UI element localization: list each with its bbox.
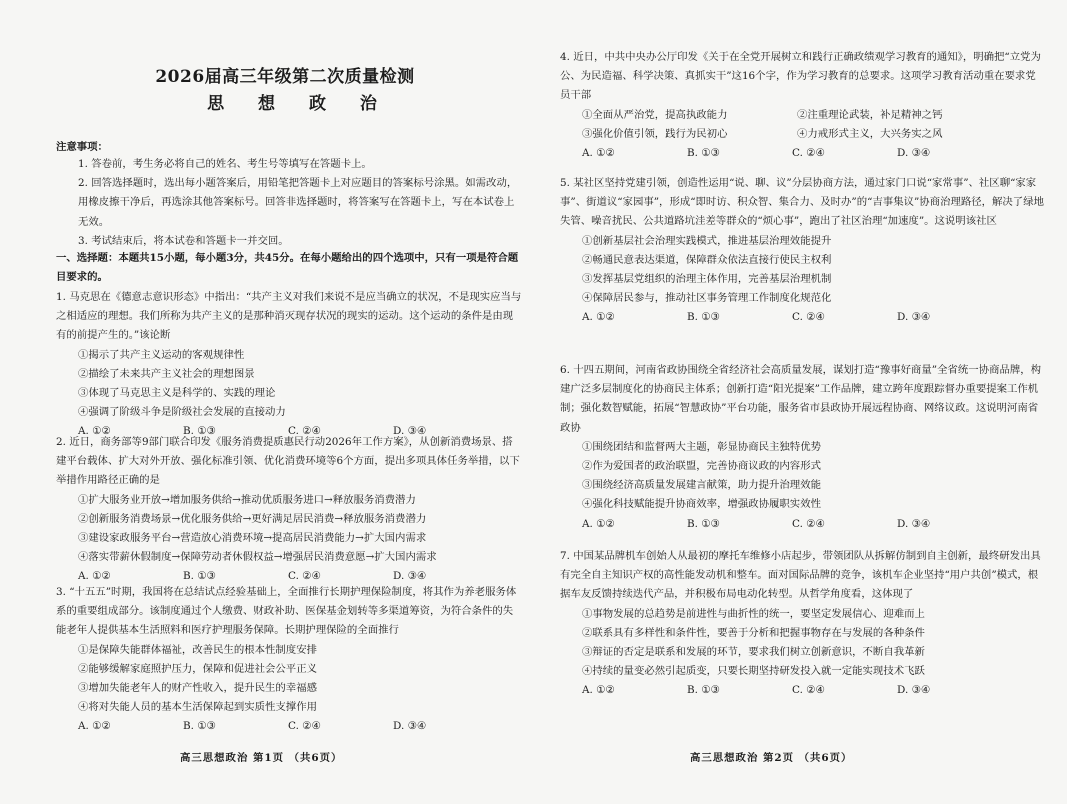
- choice-c: C. ②④: [288, 425, 321, 438]
- choice-b: B. ①③: [687, 147, 720, 160]
- statement: ③体现了马克思主义是科学的、实践的理论: [78, 387, 276, 400]
- choice-d: D. ③④: [897, 311, 931, 324]
- statement: ③增加失能老年人的财产性收入，提升民生的幸福感: [78, 682, 317, 695]
- notes-heading: 注意事项：: [56, 141, 108, 153]
- choice-b: B. ①③: [687, 517, 720, 530]
- statement: ④力戒形式主义，大兴务实之风: [797, 127, 943, 140]
- statement: ③强化价值引领，践行为民初心: [582, 127, 728, 140]
- choice-b: B. ①③: [183, 570, 216, 583]
- choice-c: C. ②④: [288, 570, 321, 583]
- choice-a: A. ①②: [582, 147, 615, 160]
- choice-c: C. ②④: [792, 311, 825, 324]
- question-3: [56, 583, 522, 737]
- statement: ②描绘了未来共产主义社会的理想图景: [78, 367, 255, 380]
- page-2: [560, 0, 1046, 804]
- answer-choices: [560, 144, 1046, 163]
- question-stem: 3. “十五五”时期，我国将在总结试点经验基础上，全面推行长期护理保险制度，将其作为养老服务体系的重要组成部分。该制度通过个人缴费、财政补助、医保基金划转等多渠道筹资，为符合条件的失能老年人提供基本生活照料和医疗护理服务保障。长期护理保险的全面推行: [56, 586, 517, 637]
- notes-list: [78, 155, 520, 251]
- question-stem: 4. 近日，中共中央办公厅印发《关于在全党开展树立和践行正确政绩观学习教育的通知》，明确把“立党为公、为民造福、科学决策、真抓实干”这16个字，作为学习教育的总要求。这项学习教育活动重在要求党员干部: [560, 51, 1041, 102]
- choice-a: A. ①②: [78, 425, 111, 438]
- answer-choices: [56, 717, 522, 736]
- question-5: [560, 174, 1046, 328]
- statement-row: [560, 125, 1046, 144]
- statement: ②注重理论武装，补足精神之钙: [797, 108, 943, 121]
- statement: ①事物发展的总趋势是前进性与曲折性的统一，要坚定发展信心、迎难而上: [582, 607, 925, 620]
- statement: ②创新服务消费场景→优化服务供给→更好满足居民消费→释放服务消费潜力: [78, 512, 427, 525]
- choice-b: B. ①③: [687, 311, 720, 324]
- subject-title: 思 想 政 治: [207, 94, 391, 114]
- question-stem: 5. 某社区坚持党建引领，创造性运用“说、聊、议”分层协商方法，通过家门口说“家常事”、社区聊“家家事”、街道议“家园事”，形成“即时访、积众智、集合力、及时办”的“吉事集议”协商治理路径，解决了绿地失管、噪音扰民、公共道路坑洼差等群众的“烦心事”，跑出了社区治理“加速度”。这说明该社区: [560, 177, 1044, 228]
- statement: ④强化科技赋能提升协商效率，增强政协履职实效性: [582, 498, 821, 511]
- statement: ②联系具有多样性和条件性，要善于分析和把握事物存在与发展的各种条件: [582, 626, 925, 639]
- statement: ④落实带薪休假制度→保障劳动者休假权益→增强居民消费意愿→扩大国内需求: [78, 551, 437, 564]
- answer-choices: [560, 515, 1046, 534]
- statement: ②作为爱国者的政治联盟，完善协商议政的内容形式: [582, 460, 821, 473]
- statement: ①全面从严治党，提高执政能力: [582, 108, 728, 121]
- question-stem: 7. 中国某品牌机车创始人从最初的摩托车维修小店起步，带领团队从拆解仿制到自主创新，最终研发出具有完全自主知识产权的高性能发动机和整车。面对国际品牌的竞争，该机车企业坚持“用户共创”模式，根据车友反馈持续迭代产品，并积极布局电动化转型。从哲学角度看，这体现了: [560, 550, 1041, 601]
- statement: ②畅通民意表达渠道，保障群众依法直接行使民主权利: [582, 253, 832, 266]
- statement: ③建设家政服务平台→营造放心消费环境→提高居民消费能力→扩大国内需求: [78, 532, 427, 545]
- exam-title: 2026届高三年级第二次质量检测: [155, 67, 415, 87]
- choice-c: C. ②④: [792, 684, 825, 697]
- choice-d: D. ③④: [897, 147, 931, 160]
- choice-d: D. ③④: [393, 570, 427, 583]
- choice-a: A. ①②: [582, 311, 615, 324]
- question-stem: 6. 十四五期间，河南省政协围绕全省经济社会高质量发展，谋划打造“豫事好商量”全省统一协商品牌，构建广泛多层制度化的协商民主体系；创新打造“阳光提案”工作品牌，建立跨年度跟踪督办重要提案工作机制；强化数智赋能，拓展“智慧政协”平台功能，服务省市县政协开展远程协商、网络议政。这说明河南省政协: [560, 364, 1042, 434]
- choice-d: D. ③④: [393, 720, 427, 733]
- choice-a: A. ①②: [582, 517, 615, 530]
- question-4: [560, 48, 1046, 163]
- section-heading: 一、选择题：本题共15小题，每小题3分，共45分。在每小题给出的四个选项中，只有一项是符合题目要求的。: [56, 252, 519, 284]
- note-item: 2. 回答选择题时，选出每小题答案后，用铅笔把答题卡上对应题目的答案标号涂黑。如需改动，用橡皮擦干净后，再选涂其他答案标号。回答非选择题时，将答案写在答题卡上，写在本试卷上无效。: [78, 177, 518, 228]
- choice-b: B. ①③: [183, 425, 216, 438]
- question-6: [560, 361, 1046, 534]
- statement: ①创新基层社会治理实践模式，推进基层治理效能提升: [582, 234, 832, 247]
- choice-b: B. ①③: [687, 684, 720, 697]
- statement: ③发挥基层党组织的治理主体作用，完善基层治理机制: [582, 273, 832, 286]
- statement: ①围绕团结和监督两大主题，彰显协商民主独特优势: [582, 440, 821, 453]
- answer-choices: [560, 308, 1046, 327]
- answer-choices: [560, 681, 1046, 700]
- choice-c: C. ②④: [792, 147, 825, 160]
- statement: ④持续的量变必然引起质变，只要长期坚持研发投入就一定能实现技术飞跃: [582, 665, 925, 678]
- page-footer: 高三思想政治 第2页 （共6页）: [690, 751, 853, 764]
- choice-d: D. ③④: [393, 425, 427, 438]
- choice-c: C. ②④: [792, 517, 825, 530]
- statement: ③围绕经济高质量发展建言献策，助力提升治理效能: [582, 479, 821, 492]
- statement: ①扩大服务业开放→增加服务供给→推动优质服务进口→释放服务消费潜力: [78, 493, 416, 506]
- statement: ③辩证的否定是联系和发展的环节，要求我们树立创新意识，不断自我革新: [582, 646, 925, 659]
- statement: ②能够缓解家庭照护压力，保障和促进社会公平正义: [78, 662, 317, 675]
- statement: ④保障居民参与，推动社区事务管理工作制度化规范化: [582, 292, 832, 305]
- choice-a: A. ①②: [78, 720, 111, 733]
- statement-row: [560, 106, 1046, 125]
- choice-d: D. ③④: [897, 684, 931, 697]
- question-1: [56, 288, 522, 442]
- question-stem: 1. 马克思在《德意志意识形态》中指出：“共产主义对我们来说不是应当确立的状况，不是现实应当与之相适应的理想。我们所称为共产主义的是那种消灭现存状况的现实的运动。这个运动的条件是由现有的前提产生的。”该论断: [56, 291, 522, 342]
- choice-b: B. ①③: [183, 720, 216, 733]
- choice-a: A. ①②: [78, 570, 111, 583]
- choice-a: A. ①②: [582, 684, 615, 697]
- page-footer: 高三思想政治 第1页 （共6页）: [180, 751, 343, 764]
- question-stem: 2. 近日，商务部等9部门联合印发《服务消费提质惠民行动2026年工作方案》，从创新消费场景、搭建平台载体、扩大对外开放、强化标准引领、优化消费环境等6个方面，提出多项具体任务举措，以下举措作用路径正确的是: [56, 436, 520, 487]
- choice-d: D. ③④: [897, 517, 931, 530]
- question-7: [560, 547, 1046, 701]
- statement: ④强调了阶级斗争是阶级社会发展的直接动力: [78, 406, 286, 419]
- page-1: [50, 0, 520, 804]
- statement: ①是保障失能群体福祉，改善民生的根本性制度安排: [78, 643, 317, 656]
- question-2: [56, 433, 522, 587]
- note-item: 1. 答卷前，考生务必将自己的姓名、考生号等填写在答题卡上。: [78, 158, 372, 170]
- choice-c: C. ②④: [288, 720, 321, 733]
- statement: ①揭示了共产主义运动的客观规律性: [78, 348, 245, 361]
- statement: ④将对失能人员的基本生活保障起到实质性支撑作用: [78, 701, 317, 714]
- note-item: 3. 考试结束后，将本试卷和答题卡一并交回。: [78, 234, 289, 247]
